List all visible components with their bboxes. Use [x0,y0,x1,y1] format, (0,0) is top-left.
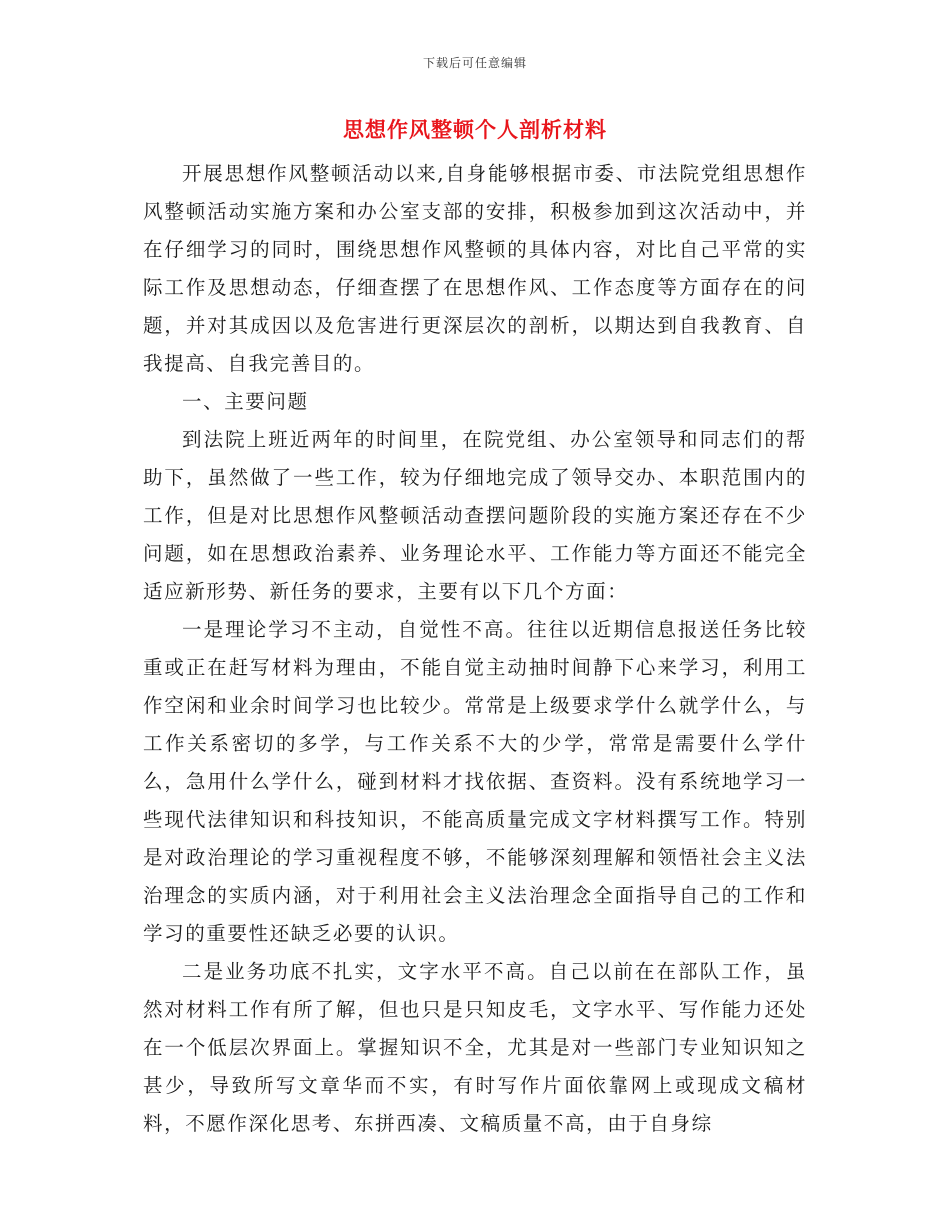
paragraph-intro: 开展思想作风整顿活动以来,自身能够根据市委、市法院党组思想作风整顿活动实施方案和办公室支部的安排，积极参加到这次活动中，并在仔细学习的同时，围绕思想作风整顿的具体内容，对比自己平常的实际工作及思想动态，仔细查摆了在思想作风、工作态度等方面存在的问题，并对其成因以及危害进行更深层次的剖析，以期达到自我教育、自我提高、自我完善目的。 [143,162,807,375]
paragraph-point-two: 二是业务功底不扎实，文字水平不高。自己以前在在部队工作，虽然对材料工作有所了解，但也只是只知皮毛，文字水平、写作能力还处在一个低层次界面上。掌握知识不全，尤其是对一些部门专业知识知之甚少，导致所写文章华而不实，有时写作片面依靠网上或现成文稿材料，不愿作深化思考、东拼西凑、文稿质量不高，由于自身综 [143,960,807,1135]
header-note: 下载后可任意编辑 [422,56,527,70]
paragraph-point-one: 一是理论学习不主动，自觉性不高。往往以近期信息报送任务比较重或正在赶写材料为理由，不能自觉主动抽时间静下心来学习，利用工作空闲和业余时间学习也比较少。常常是上级要求学什么就学什么，与工作关系密切的多学，与工作关系不大的少学，常常是需要什么学什么，急用什么学什么，碰到材料才找依据、查资料。没有系统地学习一些现代法律知识和科技知识，不能高质量完成文字材料撰写工作。特别是对政治理论的学习重视程度不够，不能够深刻理解和领悟社会主义法治理念的实质内涵，对于利用社会主义法治理念全面指导自己的工作和学习的重要性还缺乏必要的认识。 [143,618,807,945]
document-title: 思想作风整顿个人剖析材料 [343,117,607,142]
section-heading: 一、主要问题 [182,390,309,413]
paragraph-overview: 到法院上班近两年的时间里，在院党组、办公室领导和同志们的帮助下，虽然做了一些工作，较为仔细地完成了领导交办、本职范围内的工作，但是对比思想作风整顿活动查摆问题阶段的实施方案还存在不少问题，如在思想政治素养、业务理论水平、工作能力等方面还不能完全适应新形势、新任务的要求，主要有以下几个方面： [143,428,807,603]
document-body [143,155,807,1143]
